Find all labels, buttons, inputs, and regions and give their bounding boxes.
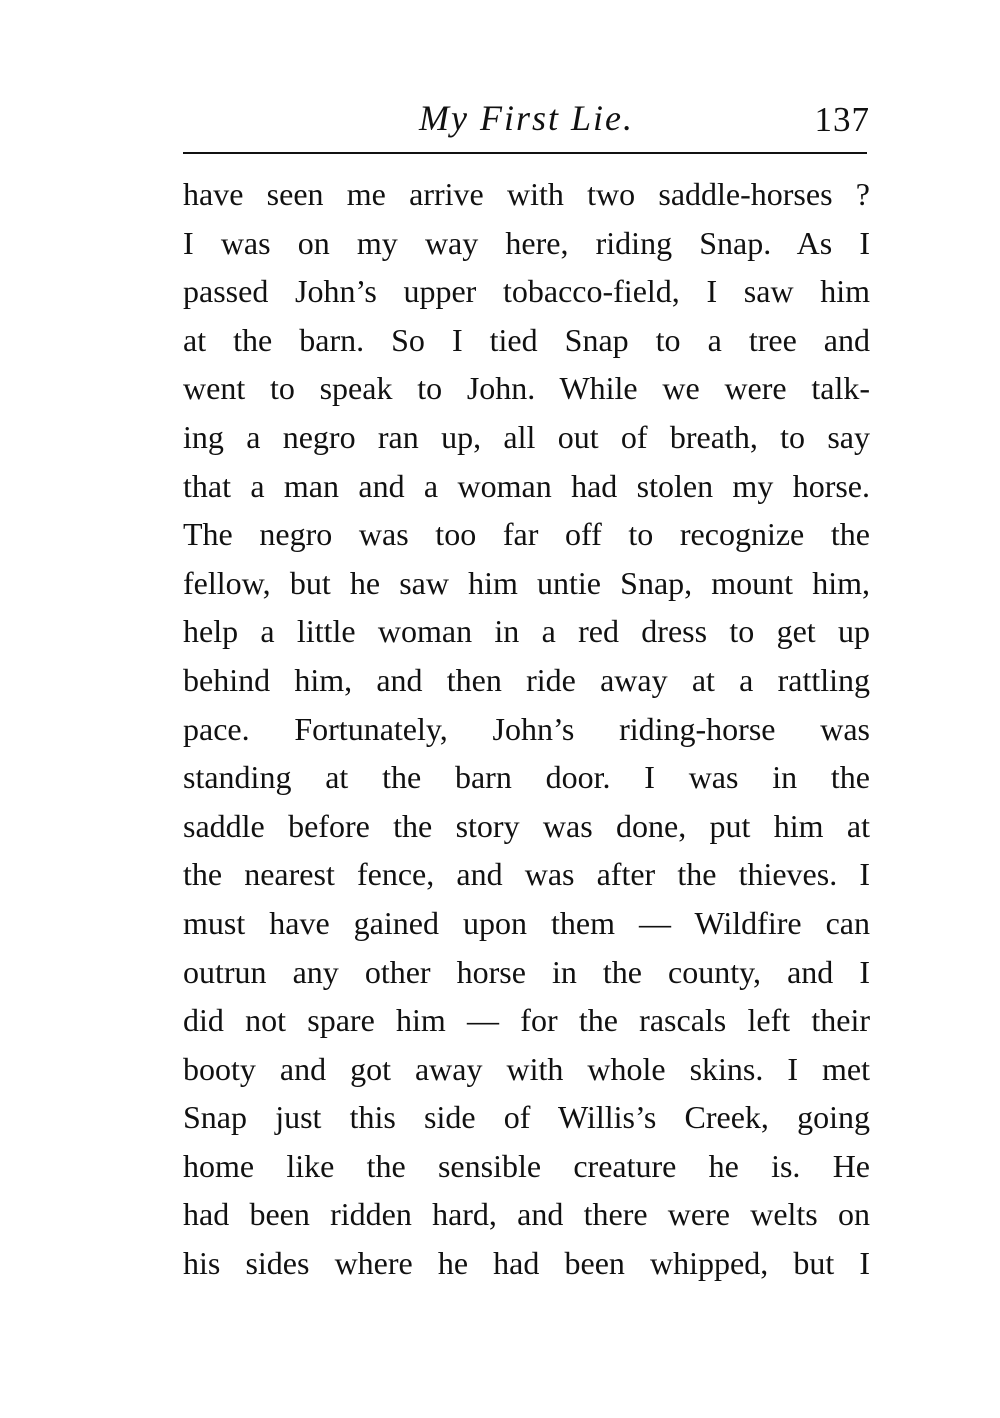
text-line: Snap just this side of Willis’s Creek, going	[183, 1099, 870, 1136]
text-line: standing at the barn door. I was in the	[183, 759, 870, 796]
running-head	[183, 86, 870, 142]
text-line: help a little woman in a red dress to get up	[183, 613, 870, 650]
text-line: at the barn. So I tied Snap to a tree and	[183, 321, 870, 358]
page-number: 137	[814, 100, 870, 139]
text-line: have seen me arrive with two saddle-horses ?	[183, 176, 870, 212]
text-line: home like the sensible creature he is. He	[183, 1147, 870, 1184]
text-line: booty and got away with whole skins. I met	[183, 1050, 870, 1087]
text-line: must have gained upon them — Wildfire can	[183, 904, 870, 941]
text-line: did not spare him — for the rascals left their	[183, 1002, 870, 1039]
text-line: his sides where he had been whipped, but I	[183, 1245, 870, 1282]
text-line: I was on my way here, riding Snap. As I	[183, 224, 870, 261]
text-line: went to speak to John. While we were talk-	[183, 370, 870, 407]
header-rule	[183, 152, 867, 154]
running-head-title: My First Lie.	[419, 98, 634, 138]
text-line: fellow, but he saw him untie Snap, mount him,	[183, 564, 870, 601]
text-line: had been ridden hard, and there were welts on	[183, 1196, 870, 1233]
body-text	[183, 170, 870, 1288]
text-line: passed John’s upper tobacco-field, I saw him	[183, 273, 870, 310]
text-line: saddle before the story was done, put him at	[183, 807, 870, 844]
text-line: outrun any other horse in the county, and I	[183, 953, 870, 990]
text-line: behind him, and then ride away at a rattling	[183, 661, 870, 698]
text-line: The negro was too far off to recognize the	[183, 516, 870, 553]
text-line: the nearest fence, and was after the thieves. I	[183, 856, 870, 893]
text-line: pace. Fortunately, John’s riding-horse was	[183, 710, 870, 747]
text-line: that a man and a woman had stolen my horse.	[183, 467, 870, 504]
text-line: ing a negro ran up, all out of breath, to say	[183, 418, 870, 455]
